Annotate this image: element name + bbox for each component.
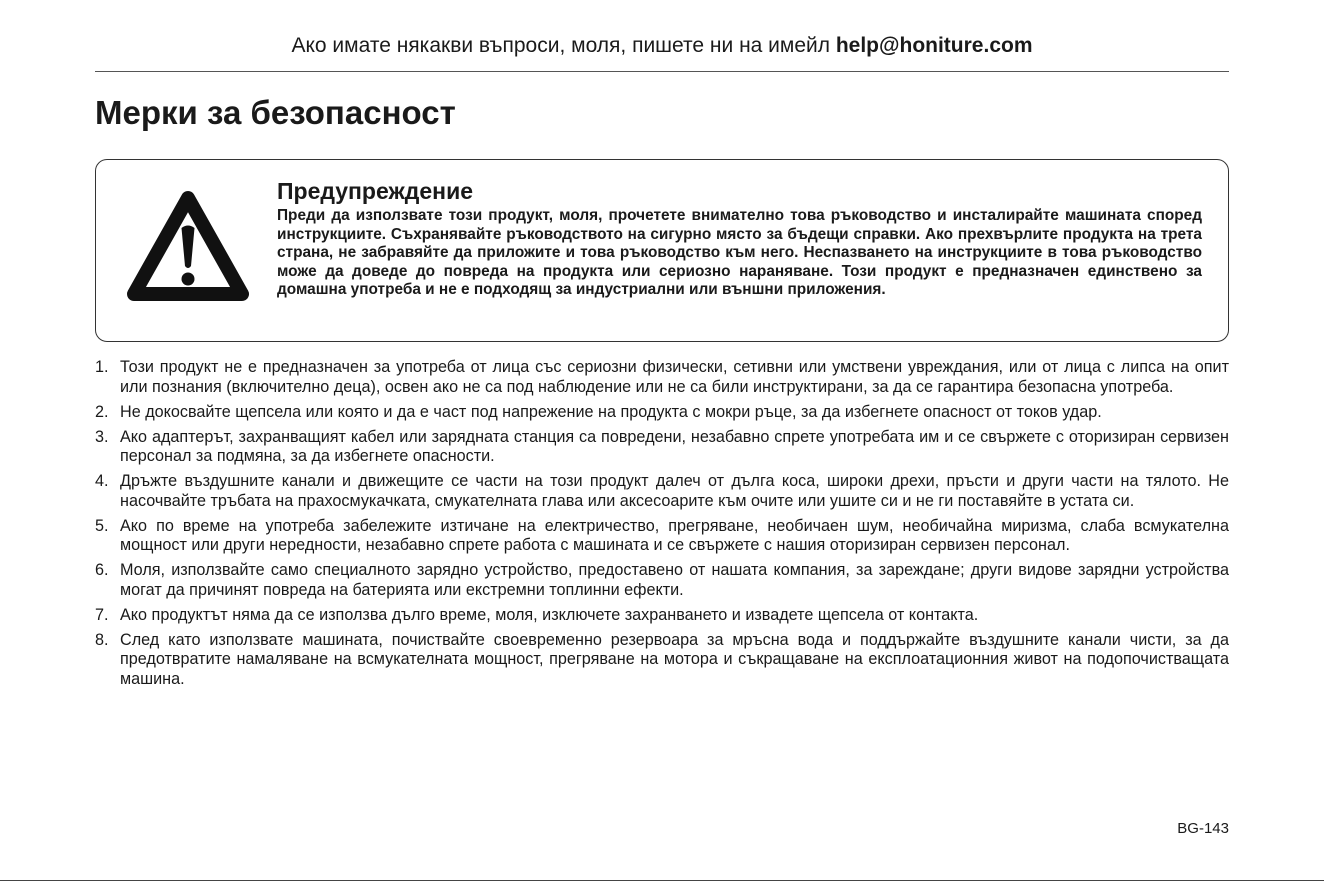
list-item	[95, 428, 1229, 467]
list-item	[95, 631, 1229, 690]
list-item-number: 8.	[95, 630, 109, 649]
list-item-text: Дръжте въздушните канали и движещите се части на този продукт далеч от дълга коса, широки дрехи, пръсти и други части на тялото. Не насочвайте тръбата на прахосмукачката, смукателната глава или аксесоарите към очите или ушите си и не ги поставяйте в устата си.	[120, 472, 1229, 510]
list-item-number: 6.	[95, 561, 109, 580]
warning-title: Предупреждение	[277, 178, 473, 204]
list-item-text: Този продукт не е предназначен за употреба от лица със сериозни физически, сетивни или умствени увреждания, или от лица с липса на опит или познания (включително деца), освен ако не са под наблюдение или не са били инструктирани, за да се гарантира безопасна употреба.	[120, 358, 1229, 396]
list-item-text: Не докосвайте щепсела или която и да е част под напрежение на продукта с мокри ръце, за да избегнете опасност от токов удар.	[120, 402, 1102, 421]
page-number: BG-143	[1177, 820, 1229, 837]
list-item-number: 1.	[95, 358, 109, 376]
list-item-number: 7.	[95, 605, 109, 624]
warning-triangle-icon	[126, 190, 250, 306]
list-item	[95, 403, 1229, 423]
list-item-number: 5.	[95, 516, 109, 535]
list-item-number: 2.	[95, 402, 109, 421]
list-item	[95, 358, 1229, 397]
page-header	[95, 32, 1229, 60]
list-item	[95, 472, 1229, 511]
list-item	[95, 606, 1229, 626]
list-item-number: 3.	[95, 427, 109, 446]
list-item-text: След като използвате машината, почиствайте своевременно резервоара за мръсна вода и поддържайте въздушните канали чисти, за да предотвратите намаляване на всмукателната мощност, прегряване на мотора и съкращаване на експлоатационния живот на подопочистващата машина.	[120, 630, 1229, 689]
list-item-text: Ако продуктът няма да се използва дълго време, моля, изключете захранването и извадете щепсела от контакта.	[120, 605, 979, 624]
list-item	[95, 517, 1229, 556]
warning-text: Преди да използвате този продукт, моля, прочетете внимателно това ръководство и инсталирайте машината според инструкциите. Съхранявайте ръководството на сигурно място за бъдещи справки. Ако прехвърлите продукта на трета страна, не забравяйте да приложите и това ръководство към него. Неспазването на инструкциите в това ръководство може да доведе до повреда на продукта или сериозно нараняване. Този продукт е предназначен единствено за домашна употреба и не е подходящ за индустриални или външни приложения.	[277, 207, 1202, 299]
page-title: Мерки за безопасност	[95, 94, 456, 131]
list-item	[95, 561, 1229, 600]
warning-box	[95, 159, 1229, 342]
bottom-divider	[0, 880, 1324, 881]
support-email: help@honiture.com	[835, 34, 1033, 57]
list-item-text: Ако по време на употреба забележите изтичане на електричество, прегряване, необичаен шум, необичайна миризма, слаба всмукателна мощност или други нередности, незабавно спрете работа с машината и се свържете с нашия оторизиран сервизен персонал.	[120, 516, 1229, 555]
list-item-text: Моля, използвайте само специалното зарядно устройство, предоставено от нашата компания, за зареждане; други видове зарядни устройства могат да причинят повреда на батерията или екстремни топлинни ефекти.	[120, 561, 1229, 599]
header-text: Ако имате някакви въпроси, моля, пишете ни на имейл	[291, 34, 836, 57]
list-item-text: Ако адаптерът, захранващият кабел или зарядната станция са повредени, незабавно спрете употребата им и се свържете с оторизиран сервизен персонал за подмяна, за да избегнете опасности.	[120, 427, 1229, 466]
safety-rules-list	[95, 358, 1229, 695]
header-divider	[95, 71, 1229, 72]
list-item-number: 4.	[95, 472, 109, 491]
